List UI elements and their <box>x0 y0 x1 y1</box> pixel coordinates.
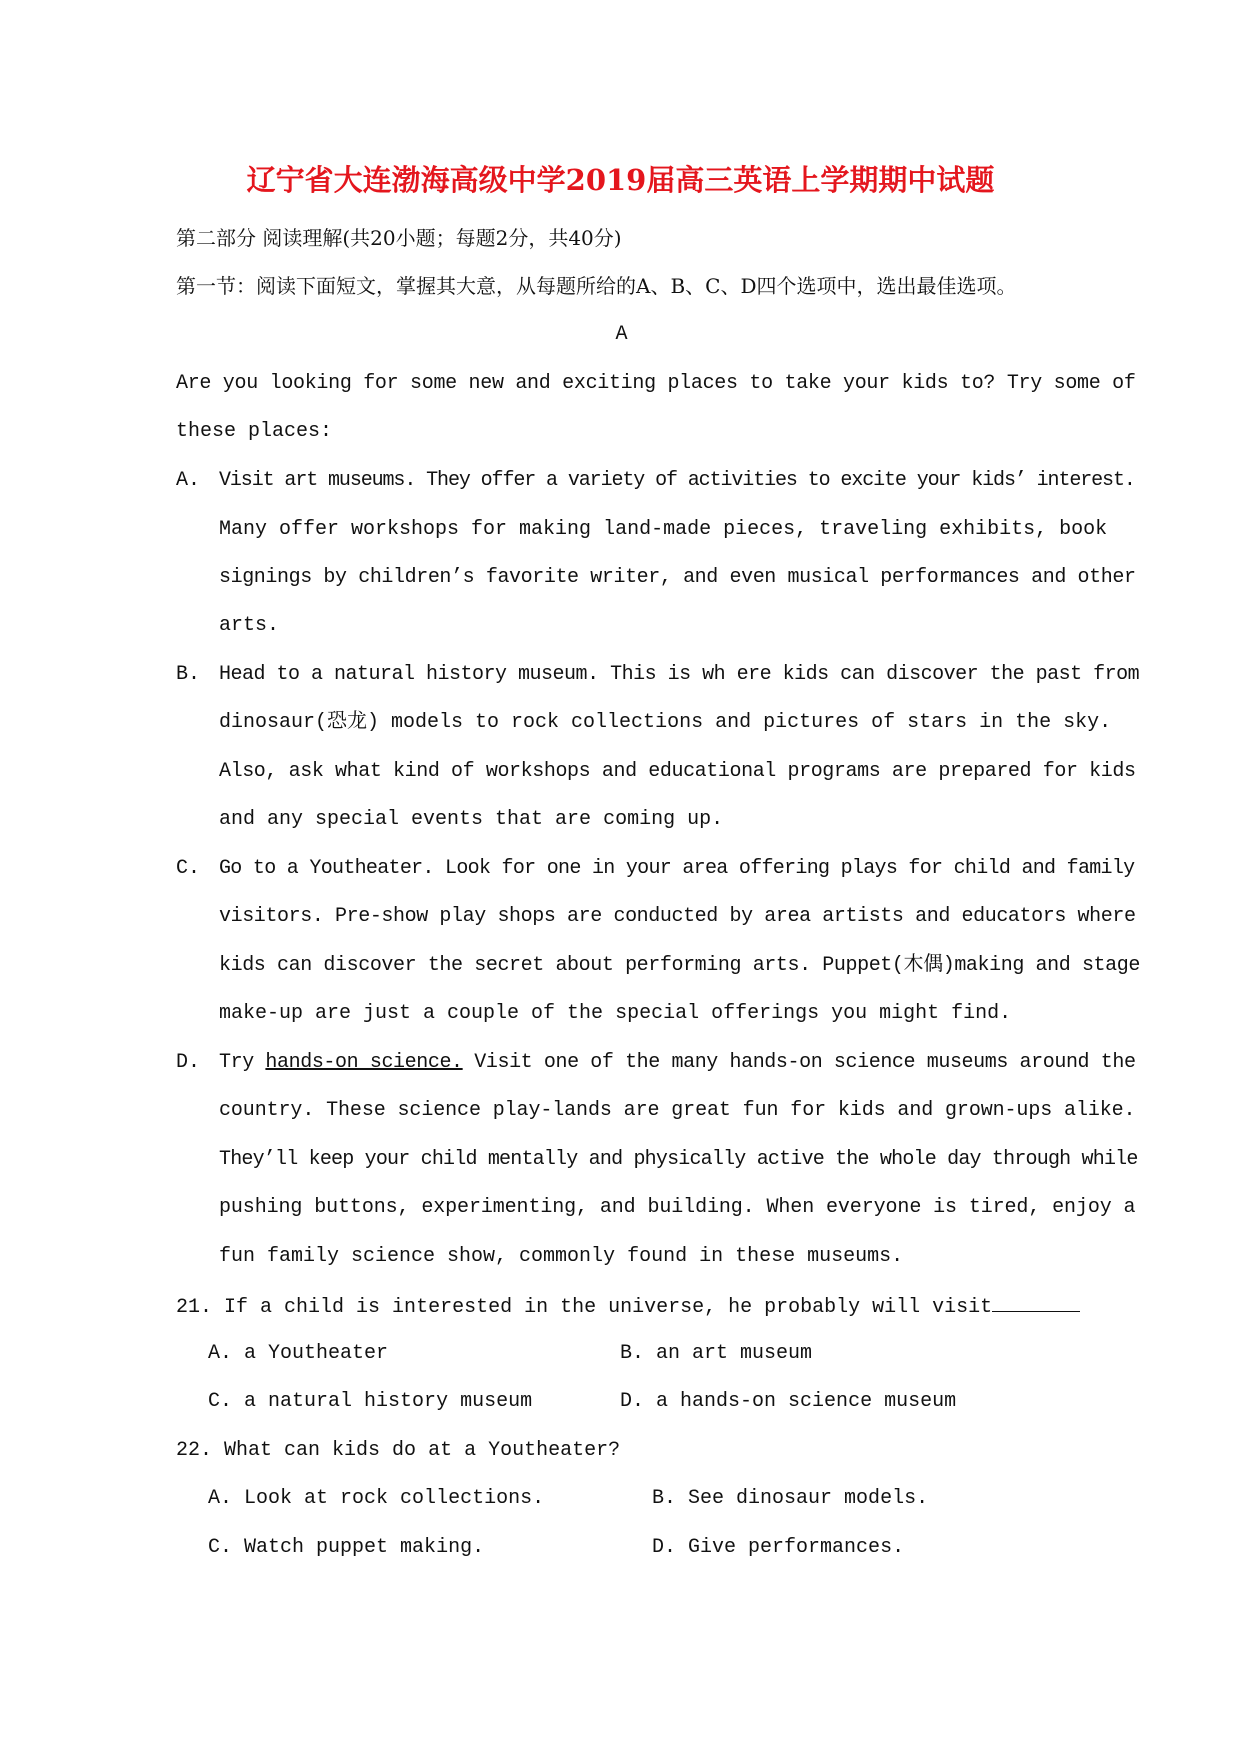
item-label: D. <box>176 1051 201 1074</box>
option-label: C. <box>208 1536 233 1559</box>
item-first-line <box>219 1049 1136 1077</box>
section-header: 第二部分 阅读理解(共20小题；每题2分，共40分) <box>176 226 622 250</box>
option-label: D. <box>620 1390 645 1413</box>
item-line: signings by children’s favorite writer, and even musical performances and other <box>219 566 1136 589</box>
option <box>652 1485 928 1513</box>
item-line: and any special events that are coming up. <box>219 808 724 831</box>
item-line: pushing buttons, experimenting, and building. When everyone is tired, enjoy a <box>219 1196 1136 1219</box>
item-line: dinosaur(恐龙) models to rock collections and pictures of stars in the sky. <box>219 711 1112 734</box>
option-label: A. <box>208 1487 233 1510</box>
option-label: B. <box>620 1342 645 1365</box>
item-line: country. These science play-lands are great fun for kids and grown-ups alike. <box>219 1099 1136 1122</box>
question-22 <box>176 1437 620 1465</box>
item-label: B. <box>176 663 201 686</box>
option-text: Give performances. <box>688 1536 905 1559</box>
option-text: a hands-on science museum <box>656 1390 957 1413</box>
item-line: They’ll keep your child mentally and physically active the whole day through while <box>219 1148 1138 1171</box>
intro-line: these places: <box>176 420 333 443</box>
item-label: A. <box>176 469 201 492</box>
item-line: Head to a natural history museum. This is wh ere kids can discover the past from <box>219 663 1140 686</box>
subsection-header: 第一节：阅读下面短文，掌握其大意，从每题所给的A、B、C、D四个选项中，选出最佳选项。 <box>176 274 1017 298</box>
option-label: B. <box>652 1487 677 1510</box>
option <box>208 1340 388 1368</box>
question-21 <box>176 1291 1080 1322</box>
question-number: 22. <box>176 1439 213 1462</box>
passage-label: A <box>615 323 626 346</box>
option <box>208 1534 484 1562</box>
page-title: 辽宁省大连渤海高级中学2019届高三英语上学期期中试题 <box>246 163 995 197</box>
option-label: C. <box>208 1390 233 1413</box>
item-label: C. <box>176 857 201 880</box>
option-text: a Youtheater <box>244 1342 389 1365</box>
option <box>208 1388 532 1416</box>
option-text: an art museum <box>656 1342 813 1365</box>
item-line: Visit art museums. They offer a variety of activities to excite your kids’ interest. <box>219 469 1135 492</box>
option <box>620 1340 812 1368</box>
option-text: a natural history museum <box>244 1390 533 1413</box>
question-number: 21. <box>176 1296 213 1319</box>
option <box>208 1485 544 1513</box>
question-stem: If a child is interested in the universe, he probably will visit <box>224 1296 993 1319</box>
item-line: Go to a Youtheater. Look for one in your area offering plays for child and family <box>219 857 1135 880</box>
item-line: Also, ask what kind of workshops and educational programs are prepared for kids <box>219 760 1136 783</box>
item-line: fun family science show, commonly found in these museums. <box>219 1245 904 1268</box>
answer-blank <box>992 1291 1080 1312</box>
option <box>620 1388 956 1416</box>
option-text: Watch puppet making. <box>244 1536 485 1559</box>
option-label: D. <box>652 1536 677 1559</box>
option-text: See dinosaur models. <box>688 1487 929 1510</box>
option <box>652 1534 904 1562</box>
item-line: make-up are just a couple of the special offerings you might find. <box>219 1002 1012 1025</box>
underlined-phrase: hands-on science. <box>265 1051 463 1074</box>
item-line: Many offer workshops for making land-made pieces, traveling exhibits, book <box>219 518 1108 541</box>
item-line: kids can discover the secret about performing arts. Puppet(木偶)making and stage <box>219 954 1140 977</box>
item-line-prefix: Try <box>219 1051 266 1074</box>
item-line: arts. <box>219 614 280 637</box>
intro-line: Are you looking for some new and exciting places to take your kids to? Try some of <box>176 372 1136 395</box>
question-stem: What can kids do at a Youtheater? <box>224 1439 621 1462</box>
option-text: Look at rock collections. <box>244 1487 545 1510</box>
item-line-suffix: Visit one of the many hands-on science museums around the <box>462 1051 1136 1074</box>
option-label: A. <box>208 1342 233 1365</box>
item-line: visitors. Pre-show play shops are conducted by area artists and educators where <box>219 905 1136 928</box>
